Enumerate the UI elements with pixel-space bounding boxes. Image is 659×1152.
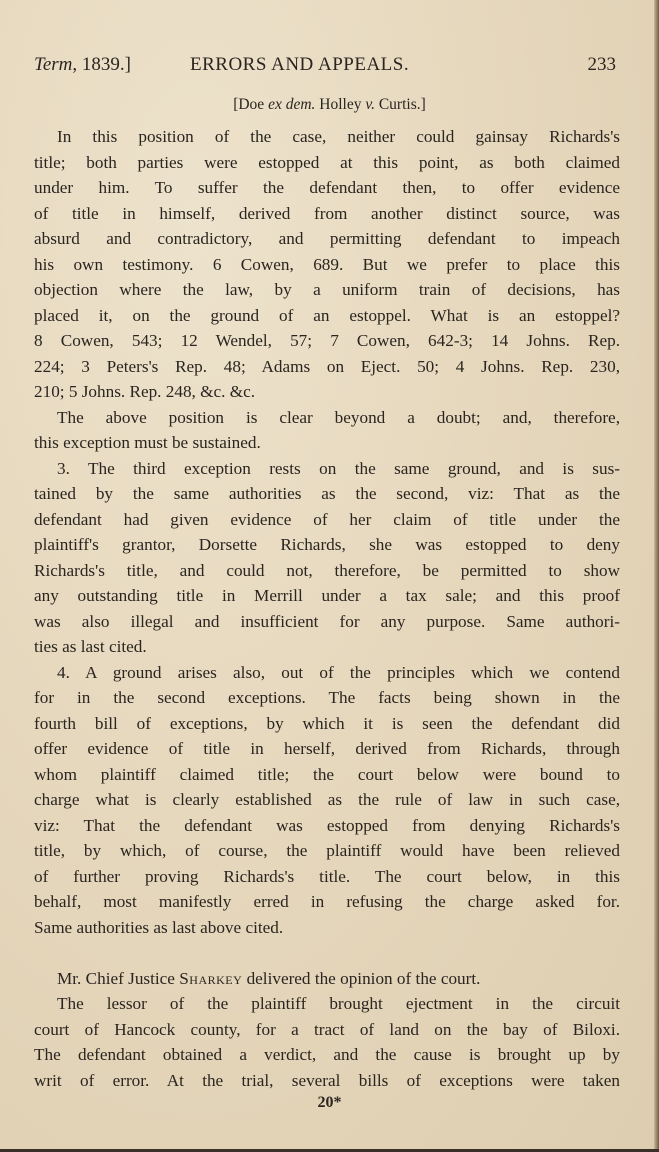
text-line: offer evidence of title in herself, derived from Richards, through xyxy=(34,739,620,758)
case-caption xyxy=(0,96,659,114)
text-line: Richards's title, and could not, therefore, be permitted to show xyxy=(34,560,620,580)
caption-open: [Doe xyxy=(233,96,269,113)
text-line: 3. The third exception rests on the same ground, and is sus- xyxy=(57,458,620,478)
header-title: ERRORS AND APPEALS. xyxy=(190,54,410,75)
caption-plaintiff: Holley xyxy=(315,96,366,113)
text-segment: Mr. Chief Justice xyxy=(57,968,180,988)
text-line: for in the second exceptions. The facts being shown in the xyxy=(34,688,620,707)
text-line: ties as last cited. xyxy=(34,637,147,656)
text-line: was also illegal and insufficient for any purpose. Same authori- xyxy=(34,611,620,631)
text-line: In this position of the case, neither could gainsay Richards's xyxy=(57,127,620,146)
text-line: absurd and contradictory, and permitting defendant to impeach xyxy=(34,229,620,248)
text-line: under him. To suffer the defendant then, to offer evidence xyxy=(34,178,620,197)
text-line: placed it, on the ground of an estoppel. What is an estoppel? xyxy=(34,305,620,325)
text-line: behalf, most manifestly erred in refusing the charge asked for. xyxy=(34,892,620,911)
text-line: of title in himself, derived from another distinct source, was xyxy=(34,203,620,223)
text-line: 210; 5 Johns. Rep. 248, &c. &c. xyxy=(34,382,256,401)
text-line: The defendant obtained a verdict, and the cause is brought up by xyxy=(34,1045,620,1064)
text-line: viz: That the defendant was estopped from denying Richards's xyxy=(34,815,620,835)
term-year: , 1839.] xyxy=(72,54,131,75)
text-line: tained by the same authorities as the second, viz: That as the xyxy=(34,484,620,503)
text-line: title; both parties were estopped at this point, as both claimed xyxy=(34,152,620,172)
text-line: charge what is clearly established as the rule of law in such case, xyxy=(34,790,620,809)
text-line: whom plaintiff claimed title; the court below were bound to xyxy=(34,764,620,784)
justice-name: Sharkey xyxy=(179,968,243,988)
caption-defendant: Curtis.] xyxy=(374,96,426,113)
text-line: fourth bill of exceptions, by which it is seen the defendant did xyxy=(34,713,620,733)
running-header xyxy=(34,54,616,80)
text-line: this exception must be sustained. xyxy=(34,433,261,452)
text-line: of further proving Richards's title. The court below, in this xyxy=(34,866,620,886)
text-line: The lessor of the plaintiff brought ejectment in the circuit xyxy=(57,994,620,1013)
text-line: plaintiff's grantor, Dorsette Richards, she was estopped to deny xyxy=(34,535,620,554)
signature-mark: 20* xyxy=(317,1094,342,1111)
text-line: 8 Cowen, 543; 12 Wendel, 57; 7 Cowen, 642-3; 14 Johns. Rep. xyxy=(34,331,620,350)
text-segment: delivered the opinion of the court. xyxy=(242,968,481,988)
body-text xyxy=(34,124,620,1093)
text-line: 4. A ground arises also, out of the principles which we contend xyxy=(57,662,620,682)
text-line: 224; 3 Peters's Rep. 48; Adams on Eject. 50; 4 Johns. Rep. 230, xyxy=(34,356,620,376)
caption-versus: v. xyxy=(365,96,375,113)
text-line: defendant had given evidence of her claim of title under the xyxy=(34,509,620,529)
text-line xyxy=(34,966,620,992)
caption-ex-dem: ex dem. xyxy=(268,96,316,113)
term-italic: Term xyxy=(34,54,73,75)
text-line: any outstanding title in Merrill under a tax sale; and this proof xyxy=(34,586,620,605)
paragraph-gap xyxy=(34,940,620,966)
text-line: title, by which, of course, the plaintiff would have been relieved xyxy=(34,841,620,860)
header-term xyxy=(34,54,131,76)
page-number: 233 xyxy=(587,54,616,75)
text-line: Same authorities as last above cited. xyxy=(34,917,284,937)
text-line: court of Hancock county, for a tract of land on the bay of Biloxi. xyxy=(34,1019,620,1039)
text-line: writ of error. At the trial, several bills of exceptions were taken xyxy=(34,1070,620,1090)
text-line: objection where the law, by a uniform train of decisions, has xyxy=(34,280,620,299)
text-line: The above position is clear beyond a doubt; and, therefore, xyxy=(57,407,620,427)
text-line: his own testimony. 6 Cowen, 689. But we prefer to place this xyxy=(34,254,620,274)
page-edge-shadow xyxy=(654,0,659,1152)
